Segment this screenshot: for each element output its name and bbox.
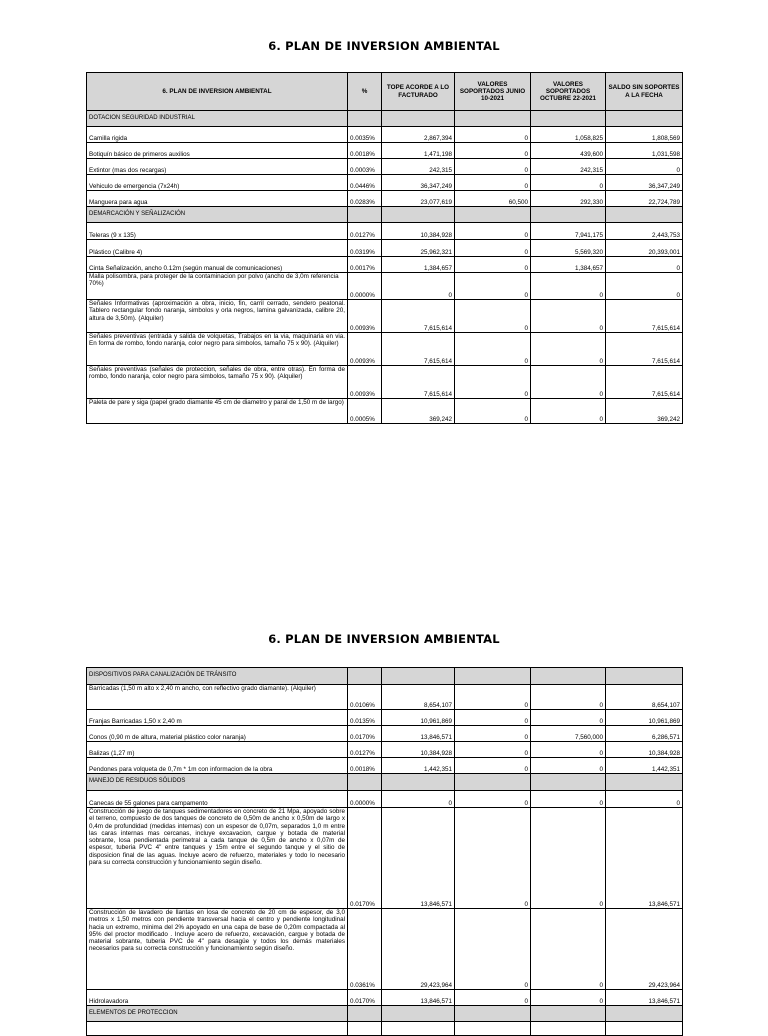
header-description: 6. PLAN DE INVERSION AMBIENTAL — [87, 73, 348, 111]
row-tope: 10,384,928 — [382, 742, 455, 758]
row-tope: 0 — [382, 791, 455, 808]
row-percent: 0.0093% — [348, 300, 382, 333]
row-description: Hidrolavadora — [87, 990, 348, 1006]
row-description: Extintor (mas dos recargas) — [87, 159, 348, 175]
row-saldo: 22,724,789 — [606, 191, 683, 207]
row-saldo: 10,961,869 — [606, 710, 683, 726]
row-junio: 0 — [455, 990, 531, 1006]
row-saldo: 13,846,571 — [606, 990, 683, 1006]
row-junio: 0 — [455, 742, 531, 758]
row-saldo: 7,615,614 — [606, 300, 683, 333]
row-octubre: 0 — [531, 366, 606, 399]
row-saldo: 0 — [606, 257, 683, 273]
row-description: Canecas de 55 galones para campamento — [87, 791, 348, 808]
row-octubre: 0 — [531, 808, 606, 909]
section-row — [87, 207, 683, 223]
row-percent: 0.0170% — [348, 726, 382, 742]
row-tope: 2,867,394 — [382, 127, 455, 143]
row-tope: 1,384,657 — [382, 257, 455, 273]
row-tope: 36,347,249 — [382, 175, 455, 191]
row-percent: 0.0446% — [348, 175, 382, 191]
row-octubre: 0 — [531, 685, 606, 710]
row-octubre: 0 — [531, 909, 606, 990]
table-row — [87, 758, 683, 774]
table-row — [87, 300, 683, 333]
row-tope: 1,471,198 — [382, 143, 455, 159]
row-junio: 0 — [455, 223, 531, 240]
table-row — [87, 333, 683, 366]
row-description: Balizas (1,27 m) — [87, 742, 348, 758]
row-tope: 23,077,619 — [382, 191, 455, 207]
section-title: ELEMENTOS DE PROTECCION — [87, 1006, 348, 1022]
row-tope: 369,242 — [382, 399, 455, 424]
table-row — [87, 159, 683, 175]
row-junio: 0 — [455, 909, 531, 990]
header-octubre: VALORES SOPORTADOS OCTUBRE 22-2021 — [531, 73, 606, 111]
row-percent: 0.0018% — [348, 143, 382, 159]
section-row — [87, 1006, 683, 1022]
row-percent: 0.0005% — [348, 399, 382, 424]
row-junio: 0 — [455, 159, 531, 175]
row-junio: 0 — [455, 685, 531, 710]
row-percent: 0.0135% — [348, 710, 382, 726]
row-description: Barricadas (1,50 m alto x 2,40 m ancho, con reflectivo grado diamante). (Alquiler) — [87, 685, 348, 710]
row-junio: 0 — [455, 273, 531, 300]
row-percent: 0.0017% — [348, 257, 382, 273]
row-saldo: 0 — [606, 273, 683, 300]
row-tope: 13,846,571 — [382, 726, 455, 742]
row-saldo: 1,442,351 — [606, 758, 683, 774]
page-title: 6. PLAN DE INVERSION AMBIENTAL — [268, 632, 500, 646]
row-junio: 0 — [455, 399, 531, 424]
row-saldo: 10,384,928 — [606, 742, 683, 758]
row-percent: 0.0000% — [348, 791, 382, 808]
row-junio: 0 — [455, 808, 531, 909]
row-saldo: 8,654,107 — [606, 685, 683, 710]
table-row — [87, 791, 683, 808]
row-junio: 0 — [455, 366, 531, 399]
table-row — [87, 127, 683, 143]
row-percent: 0.0000% — [348, 273, 382, 300]
row-saldo: 13,846,571 — [606, 808, 683, 909]
page-title: 6. PLAN DE INVERSION AMBIENTAL — [268, 39, 500, 53]
row-junio: 0 — [455, 127, 531, 143]
table-row — [87, 175, 683, 191]
header-saldo: SALDO SIN SOPORTES A LA FECHA — [606, 73, 683, 111]
row-percent: 0.0170% — [348, 808, 382, 909]
row-saldo: 369,242 — [606, 399, 683, 424]
row-percent: 0.0170% — [348, 990, 382, 1006]
row-description: Señales preventivas (señales de proteccion, señales de obra, entre otras). En forma de rombo, fondo naranja, color negro para simbolos, tamaño 75 x 90). (Alquiler) — [87, 366, 348, 399]
row-tope: 242,315 — [382, 159, 455, 175]
section-title: MANEJO DE RESIDUOS SÓLIDOS — [87, 774, 348, 791]
row-junio: 0 — [455, 240, 531, 257]
table-row — [87, 726, 683, 742]
row-percent: 0.0003% — [348, 159, 382, 175]
row-octubre: 439,600 — [531, 143, 606, 159]
table-row — [87, 191, 683, 207]
row-tope: 10,961,869 — [382, 710, 455, 726]
row-description: Botiquín básico de primeros auxilios — [87, 143, 348, 159]
row-saldo: 1,808,569 — [606, 127, 683, 143]
row-octubre: 0 — [531, 791, 606, 808]
row-saldo: 1,031,598 — [606, 143, 683, 159]
row-percent: 0.0127% — [348, 742, 382, 758]
row-octubre: 1,384,657 — [531, 257, 606, 273]
row-tope: 1,442,351 — [382, 758, 455, 774]
row-percent: 0.0035% — [348, 127, 382, 143]
header-junio: VALORES SOPORTADOS JUNIO 10-2021 — [455, 73, 531, 111]
row-percent: 0.0127% — [348, 223, 382, 240]
table-row — [87, 257, 683, 273]
row-junio: 0 — [455, 726, 531, 742]
header-tope: TOPE ACORDE A LO FACTURADO — [382, 73, 455, 111]
row-description: Camilla rigida — [87, 127, 348, 143]
row-percent: 0.0106% — [348, 685, 382, 710]
row-junio: 0 — [455, 175, 531, 191]
row-description: Cinta Señalización, ancho 0.12m (según manual de comunicaciones) — [87, 257, 348, 273]
row-saldo: 0 — [606, 791, 683, 808]
row-junio: 0 — [455, 300, 531, 333]
row-percent: 0.0093% — [348, 366, 382, 399]
row-saldo: 20,393,001 — [606, 240, 683, 257]
table-row — [87, 685, 683, 710]
table-row — [87, 366, 683, 399]
row-percent: 0.0018% — [348, 758, 382, 774]
row-tope: 13,846,571 — [382, 990, 455, 1006]
row-junio: 0 — [455, 333, 531, 366]
table-row — [87, 143, 683, 159]
section-row — [87, 111, 683, 127]
row-saldo: 29,423,964 — [606, 909, 683, 990]
table-row — [87, 909, 683, 990]
section-title: DISPOSITIVOS PARA CANALIZACIÓN DE TRÁNSITO — [87, 668, 348, 685]
row-octubre: 0 — [531, 273, 606, 300]
row-junio: 60,500 — [455, 191, 531, 207]
row-percent: 0.0283% — [348, 191, 382, 207]
row-octubre: 0 — [531, 990, 606, 1006]
row-octubre: 0 — [531, 175, 606, 191]
row-saldo: 36,347,249 — [606, 175, 683, 191]
row-junio: 0 — [455, 791, 531, 808]
row-octubre: 1,058,825 — [531, 127, 606, 143]
row-tope: 10,384,928 — [382, 223, 455, 240]
row-saldo: 2,443,753 — [606, 223, 683, 240]
table-row — [87, 223, 683, 240]
row-saldo: 6,286,571 — [606, 726, 683, 742]
investment-table — [86, 72, 683, 424]
table-row — [87, 710, 683, 726]
row-octubre: 242,315 — [531, 159, 606, 175]
row-description: Construcción de lavadero de llantas en losa de concreto de 20 cm de espesor, de 3,0 metros x 1,50 metros con pendiente transversal hacia el centro y pendiente longitudinal hacia un extremo, minima del 2% apoyado en una capa de base de 0,20m compactada al 95% del proctor modificado . Incluye acero de refuerzo, excavación, cargue y botada de material sobrante, tuberia PVC de 4" para desagüe y todos los demás materiales necesarios para su correcta construcción y funcionamiento según diseño. — [87, 909, 348, 990]
row-octubre: 0 — [531, 758, 606, 774]
section-title: DEMARCACIÓN Y SEÑALIZACIÓN — [87, 207, 348, 223]
row-saldo: 0 — [606, 159, 683, 175]
row-percent: 0.0319% — [348, 240, 382, 257]
row-tope: 25,962,321 — [382, 240, 455, 257]
table-row — [87, 399, 683, 424]
row-junio: 0 — [455, 143, 531, 159]
table-header-row — [87, 73, 683, 111]
row-description: Construcción de juego de tanques sedimentadores en concreto de 21 Mpa, apoyado sobre el terreno, compuesto de dos tanques de concreto de 0,50m de ancho x 0,50m de largo x 0,4m de profundidad (medidas internas) con un espesor de 0,07m, separados 1,0 m entre las caras internas mas cercanas, incluye excavacion, cargue y botada de material sobrante, losa pendientada perimetral a cada tanque de 0,5m de ancho x 0,07m de espesor, tuberia PVC 4" entre tanques y 15m entre el segundo tanque y el sitio de disposicion final de las aguas. Incluye acero de refuerzo, materiales y todo lo necesario para su correcta construcción y funcionamiento según diseño. — [87, 808, 348, 909]
row-description: Señales Informativas (aproximación a obra, inicio, fin, carril cerrado, sendero peatonal. Tablero rectangular fondo naranja, simbolos y orla negros, lamina galvanizada, calibre 20, altura de 3,50m). (Alquiler) — [87, 300, 348, 333]
row-description: Pendones para volqueta de 0,7m * 1m con informacion de la obra — [87, 758, 348, 774]
row-junio: 0 — [455, 710, 531, 726]
row-saldo: 7,615,614 — [606, 333, 683, 366]
row-octubre: 0 — [531, 710, 606, 726]
row-junio: 0 — [455, 257, 531, 273]
section-row — [87, 774, 683, 791]
row-description: Señales preventivas (entrada y salida de volquetas, Trabajos en la via, maquinaria en via. En forma de rombo, fondo naranja, color negro para simbolos, tamaño 75 x 90). (Alquiler) — [87, 333, 348, 366]
row-tope: 13,846,571 — [382, 808, 455, 909]
row-junio: 0 — [455, 758, 531, 774]
row-saldo: 7,615,614 — [606, 366, 683, 399]
row-tope: 8,654,107 — [382, 685, 455, 710]
row-octubre: 0 — [531, 300, 606, 333]
row-description: Plástico (Calibre 4) — [87, 240, 348, 257]
table-row — [87, 742, 683, 758]
row-percent: 0.0093% — [348, 333, 382, 366]
section-row — [87, 668, 683, 685]
row-octubre: 5,569,320 — [531, 240, 606, 257]
row-description: Paleta de pare y siga (papel grado diamante 45 cm de diametro y paral de 1,50 m de largo) — [87, 399, 348, 424]
row-description: Vehiculo de emergencia (7x24h) — [87, 175, 348, 191]
row-octubre: 7,941,175 — [531, 223, 606, 240]
row-octubre: 7,560,000 — [531, 726, 606, 742]
row-description: Franjas Barricadas 1,50 x 2,40 m — [87, 710, 348, 726]
row-description: Conos (0,90 m de altura, material plástico color naranja) — [87, 726, 348, 742]
table-row — [87, 240, 683, 257]
row-tope: 7,615,614 — [382, 333, 455, 366]
investment-table — [86, 667, 683, 1036]
row-description: Teleras (9 x 135) — [87, 223, 348, 240]
row-octubre: 0 — [531, 333, 606, 366]
table-row — [87, 273, 683, 300]
row-tope: 7,615,614 — [382, 366, 455, 399]
row-tope: 7,615,614 — [382, 300, 455, 333]
row-description: Manguera para agua — [87, 191, 348, 207]
section-title: DOTACION SEGURIDAD INDUSTRIAL — [87, 111, 348, 127]
row-tope: 0 — [382, 273, 455, 300]
row-percent: 0.0361% — [348, 909, 382, 990]
row-tope: 29,423,964 — [382, 909, 455, 990]
table-row — [87, 808, 683, 909]
row-octubre: 0 — [531, 742, 606, 758]
table-row — [87, 990, 683, 1006]
row-description: Malla polisombra, para proteger de la contaminacion por polvo (ancho de 3,0m referencia 70%) — [87, 273, 348, 300]
row-octubre: 0 — [531, 399, 606, 424]
row-octubre: 292,330 — [531, 191, 606, 207]
header-percent: % — [348, 73, 382, 111]
